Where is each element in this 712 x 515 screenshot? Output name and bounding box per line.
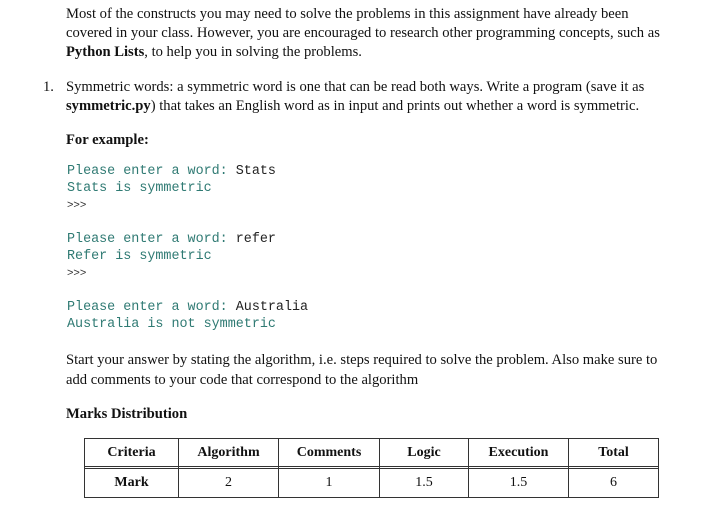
cell-total: 6 [569,469,659,498]
example-heading: For example: [66,132,149,148]
example-1-output: Stats is symmetric [67,181,212,196]
header-comments: Comments [279,439,380,467]
instructions-paragraph: Start your answer by stating the algorithm, i.e. steps required to solve the problem. Also make sure to add comments to your code that correspond to the algorithm [66,352,658,388]
example-1-shell-prompt: >>> [67,199,87,211]
cell-execution: 1.5 [469,469,569,498]
intro-paragraph [66,5,676,62]
intro-text-start: Most of the constructs you may need to solve the problems in this assignment have already been covered in your class. However, you are encouraged to research other programming concepts, such as [66,6,660,41]
header-algorithm: Algorithm [179,439,279,467]
marks-header-row [85,439,659,467]
example-block-2 [67,231,276,282]
example-1-input: Stats [235,164,276,179]
cell-mark-label: Mark [85,469,179,498]
example-block-3 [67,299,308,333]
cell-algorithm: 2 [179,469,279,498]
cell-logic: 1.5 [380,469,469,498]
question-text-start: Symmetric words: a symmetric word is one that can be read both ways. Write a program (save it as [66,79,645,95]
question-filename: symmetric.py [66,98,151,114]
example-2-output: Refer is symmetric [67,249,212,264]
question-text [66,78,676,116]
header-criteria: Criteria [85,439,179,467]
marks-table [84,438,659,498]
example-2-prompt: Please enter a word: [67,232,236,247]
question-number: 1. [43,79,54,95]
example-1-prompt: Please enter a word: [67,164,236,179]
cell-comments: 1 [279,469,380,498]
header-total: Total [569,439,659,467]
example-2-shell-prompt: >>> [67,267,87,279]
header-execution: Execution [469,439,569,467]
marks-heading: Marks Distribution [66,406,188,422]
example-3-output: Australia is not symmetric [67,317,276,332]
marks-value-row [85,469,659,498]
example-2-input: refer [235,232,276,247]
intro-bold-python-lists: Python Lists [66,44,145,60]
intro-text-end: , to help you in solving the problems. [144,44,362,60]
example-block-1 [67,163,276,214]
example-3-input: Australia [235,300,309,315]
question-text-end: ) that takes an English word as in input and prints out whether a word is symmetric. [150,98,640,114]
example-3-prompt: Please enter a word: [67,300,236,315]
header-logic: Logic [380,439,469,467]
